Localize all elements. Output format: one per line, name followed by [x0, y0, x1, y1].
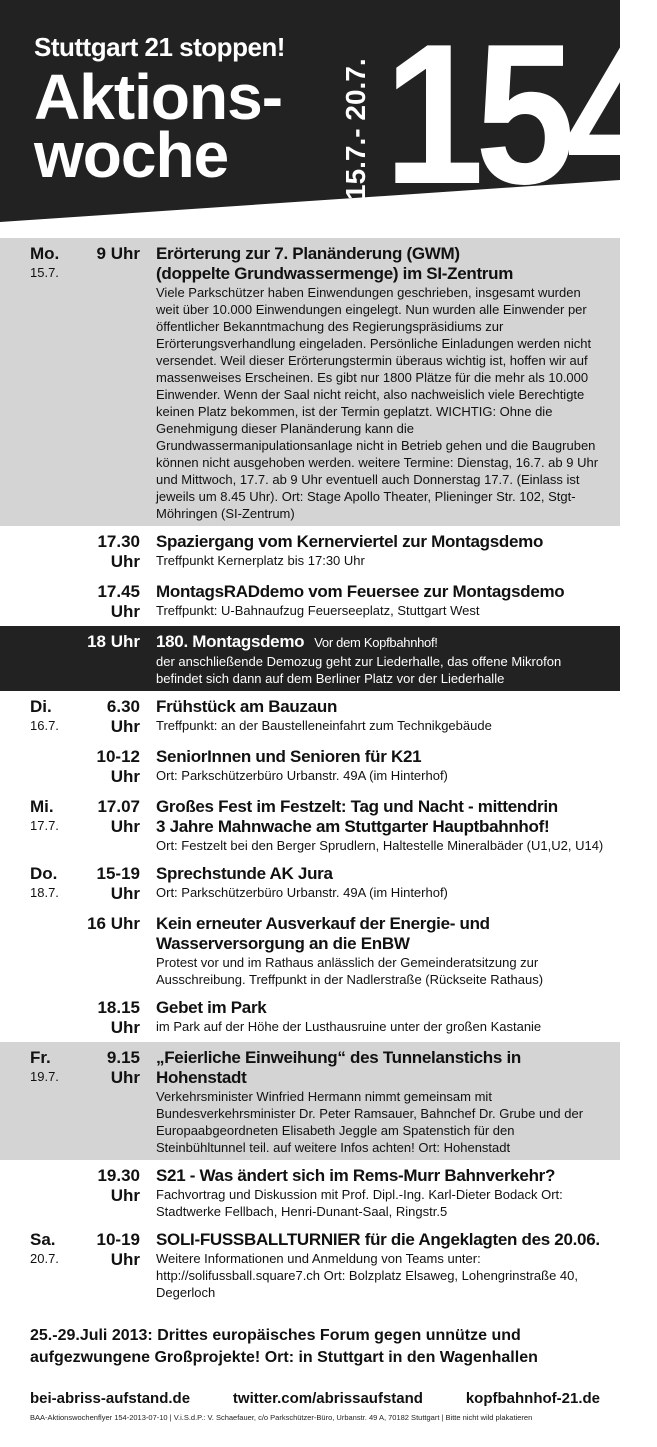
entry-title-text: Sprechstunde AK Jura: [156, 864, 333, 883]
entry-time: 19.30 Uhr: [97, 1166, 140, 1205]
entry-body: [156, 747, 604, 787]
footer-links: [30, 1390, 600, 1407]
entry-time: 9 Uhr: [96, 244, 140, 263]
entry-title: [156, 632, 604, 653]
entry-description: Viele Parkschützer haben Einwendungen geschrieben, insgesamt wurden weit über 10.000 Einwendungen eingelegt. Nun wurden alle Einwender per öffentlicher Bekanntmachung des Regierungspräsidiums zur Erörterungsverhandlung eingeladen. Persönliche Einladungen werden nicht versendet. Weil dieser Erörterungstermin überaus wichtig ist, hoffen wir auf massenweises Erscheinen. Es gibt nur 1800 Plätze für die mehr als 10.000 Einwender. Wenn der Saal nicht reicht, also nachweislich viele Berechtigte keinen Platz bekommen, ist der Termin geplatzt. WICHTIG: Ohne die Genehmigung dieser Planänderung kann die Grundwassermanipulationsanlage nicht in Betrieb gehen und die Baugruben können nicht ausgehoben werden. weitere Termine: Dienstag, 16.7. ab 9 Uhr und Mittwoch, 17.7. ab 9 Uhr eventuell auch Donnerstag 17.7. (Einlass ist jeweils um 8.45 Uhr). Ort: Stage Apollo Theater, Plieninger Str. 102, Stgt-Möhringen (SI-Zentrum): [156, 285, 599, 521]
entry-day: Fr.: [30, 1048, 51, 1067]
entry-date: 16.7.: [30, 718, 59, 733]
entry-day-col: [30, 864, 80, 904]
entry-day-col: [30, 998, 80, 1038]
entry-description: Ort: Parkschützerbüro Urbanstr. 49A (im Hinterhof): [156, 885, 448, 900]
entry-time: 10-19 Uhr: [96, 1230, 140, 1269]
entry-title: [156, 797, 604, 817]
entry-date: 15.7.: [30, 265, 59, 280]
entry-time: 18 Uhr: [87, 632, 140, 651]
header-banner: [0, 0, 657, 230]
schedule-entry: [0, 526, 620, 576]
entry-description: Treffpunkt Kernerplatz bis 17:30 Uhr: [156, 553, 365, 568]
header-title: [34, 61, 282, 191]
entry-title-inline: Vor dem Kopfbahnhof!: [314, 635, 438, 650]
schedule-entry: [0, 1042, 620, 1160]
entry-description: der anschließende Demozug geht zur Liederhalle, das offene Mikrofon befindet sich dann auf dem Berliner Platz vor der Liederhalle: [156, 654, 562, 686]
entry-date: 18.7.: [30, 885, 59, 900]
schedule-entry: [0, 791, 620, 858]
imprint: BAA-Aktionswochenflyer 154-2013-07-10 | V.i.S.d.P.: V. Schaefauer, c/o Parkschützer-Büro, Urbanstr. 49 A, 70182 Stuttgart | Bitte nicht wild plakatieren: [30, 1413, 533, 1422]
entry-title: [156, 582, 604, 602]
entry-day-col: [30, 244, 80, 522]
entry-description: Ort: Festzelt bei den Berger Sprudlern, Haltestelle Mineralbäder (U1,U2, U14): [156, 838, 604, 853]
entry-time: 9.15 Uhr: [106, 1048, 140, 1087]
entry-time: 6.30 Uhr: [106, 697, 140, 736]
entry-body: [156, 244, 604, 522]
entry-title: [156, 1230, 604, 1250]
entry-day-col: [30, 582, 80, 622]
entry-body: [156, 1048, 604, 1156]
entry-title: [156, 1166, 604, 1186]
schedule-entry: [0, 1160, 620, 1224]
entry-description: im Park auf der Höhe der Lusthausruine unter der großen Kastanie: [156, 1019, 542, 1034]
entry-body: [156, 998, 604, 1038]
header-week-number: 154: [384, 3, 657, 226]
entry-time: 10-12 Uhr: [96, 747, 140, 786]
entry-description: Protest vor und im Rathaus anlässlich der Gemeinderatsitzung zur Ausschreibung. Treffpunkt in der Nadlerstraße (Rückseite Rathaus): [156, 955, 544, 987]
entry-body: [156, 582, 604, 622]
entry-title-text: MontagsRADdemo vom Feuersee zur Montagsdemo: [156, 582, 565, 601]
entry-description: Verkehrsminister Winfried Hermann nimmt gemeinsam mit Bundesverkehrsminister Dr. Peter Ramsauer, Bahnchef Dr. Grube und der Europaabgeordneten Elisabeth Jeggle am Spatenstich für den Steinbühltunnel teil. auf weitere Infos achten! Ort: Hohenstadt: [156, 1089, 584, 1155]
entry-title-text: Erörterung zur 7. Planänderung (GWM): [156, 244, 460, 263]
entry-body: [156, 632, 604, 687]
entry-time: 17.30 Uhr: [97, 532, 140, 571]
entry-description: Treffpunkt: an der Baustelleneinfahrt zum Technikgebäude: [156, 718, 492, 733]
entry-title-text: Frühstück am Bauzaun: [156, 697, 338, 716]
entry-title: [156, 1048, 604, 1088]
entry-title-text: Spaziergang vom Kernerviertel zur Montagsdemo: [156, 532, 544, 551]
header-title-line1: Aktions-: [34, 61, 282, 133]
entry-title-text: SeniorInnen und Senioren für K21: [156, 747, 422, 766]
entry-title-text: „Feierliche Einweihung“ des Tunnelanstichs in Hohenstadt: [156, 1048, 521, 1087]
header-title-line2: woche: [34, 119, 229, 191]
entry-day: Di.: [30, 697, 52, 716]
entry-title-text: Kein erneuter Ausverkauf der Energie- und Wasserversorgung an die EnBW: [156, 914, 490, 953]
schedule-entry: [0, 1224, 620, 1305]
entry-body: [156, 864, 604, 904]
entry-title-line2: (doppelte Grundwassermenge) im SI-Zentrum: [156, 264, 514, 283]
entry-title-text: Gebet im Park: [156, 998, 267, 1017]
entry-date: 17.7.: [30, 818, 59, 833]
forum-announcement: 25.-29.Juli 2013: Drittes europäisches Forum gegen unnütze und aufgezwungene Großprojekte! Ort: in Stuttgart in den Wagenhallen: [30, 1327, 538, 1366]
entry-description: Weitere Informationen und Anmeldung von Teams unter: http://solifussball.square7.ch Ort: Bolzplatz Elsaweg, Lohengrinstraße 40, Degerloch: [156, 1251, 578, 1300]
entry-title: [156, 864, 604, 884]
entry-time: 16 Uhr: [87, 914, 140, 933]
schedule-entry: [0, 908, 620, 992]
entry-day-col: [30, 797, 80, 854]
schedule-entry: [0, 238, 620, 526]
schedule-entry: [0, 691, 620, 741]
entry-day-col: [30, 632, 80, 687]
entry-title-text: Großes Fest im Festzelt: Tag und Nacht - mittendrin: [156, 797, 558, 816]
entry-day-col: [30, 1048, 80, 1156]
entry-day-col: [30, 914, 80, 988]
entry-title: [156, 998, 604, 1018]
entry-day: Mo.: [30, 244, 60, 263]
entry-time: 18.15 Uhr: [97, 998, 140, 1037]
entry-description: Treffpunkt: U-Bahnaufzug Feuerseeplatz, Stuttgart West: [156, 603, 480, 618]
entry-day-col: [30, 1166, 80, 1220]
entry-description: Fachvortrag und Diskussion mit Prof. Dipl.-Ing. Karl-Dieter Bodack Ort: Stadtwerke Fellbach, Henri-Dunant-Saal, Ringstr.5: [156, 1187, 563, 1219]
entry-title-text: 180. Montagsdemo: [156, 632, 305, 651]
entry-day: Sa.: [30, 1230, 56, 1249]
entry-time: 17.45 Uhr: [97, 582, 140, 621]
entry-title: [156, 914, 604, 954]
schedule-entry: [0, 741, 620, 791]
entry-title: [156, 532, 604, 552]
schedule-entry: [0, 858, 620, 908]
entry-date: 20.7.: [30, 1251, 59, 1266]
entry-title-text: S21 - Was ändert sich im Rems-Murr Bahnverkehr?: [156, 1166, 556, 1185]
schedule-list: [0, 238, 620, 1305]
entry-title-line2: 3 Jahre Mahnwache am Stuttgarter Hauptbahnhof!: [156, 817, 550, 836]
entry-description: Ort: Parkschützerbüro Urbanstr. 49A (im Hinterhof): [156, 768, 448, 783]
entry-day: Mi.: [30, 797, 54, 816]
entry-day-col: [30, 747, 80, 787]
entry-day-col: [30, 1230, 80, 1301]
entry-day: Do.: [30, 864, 58, 883]
entry-title: [156, 697, 604, 717]
schedule-entry: [0, 626, 620, 691]
entry-time: 17.07 Uhr: [97, 797, 140, 836]
entry-time: 15-19 Uhr: [96, 864, 140, 903]
entry-title-text: SOLI-FUSSBALLTURNIER für die Angeklagten des 20.06.: [156, 1230, 600, 1249]
entry-body: [156, 914, 604, 988]
entry-body: [156, 1230, 604, 1301]
schedule-entry: [0, 992, 620, 1042]
entry-date: 19.7.: [30, 1069, 59, 1084]
entry-day-col: [30, 697, 80, 737]
entry-body: [156, 532, 604, 572]
link-twitter[interactable]: twitter.com/abrissaufstand: [232, 1390, 423, 1407]
link-bei-abriss-aufstand[interactable]: bei-abriss-aufstand.de: [30, 1390, 191, 1407]
header-slogan: Stuttgart 21 stoppen!: [34, 32, 285, 62]
link-kopfbahnhof-21[interactable]: kopfbahnhof-21.de: [465, 1390, 600, 1407]
entry-body: [156, 797, 604, 854]
header-dates: 15.7.- 20.7.: [340, 58, 371, 200]
entry-title: [156, 244, 604, 264]
entry-day-col: [30, 532, 80, 572]
entry-body: [156, 1166, 604, 1220]
entry-body: [156, 697, 604, 737]
schedule-entry: [0, 576, 620, 626]
entry-title: [156, 747, 604, 767]
